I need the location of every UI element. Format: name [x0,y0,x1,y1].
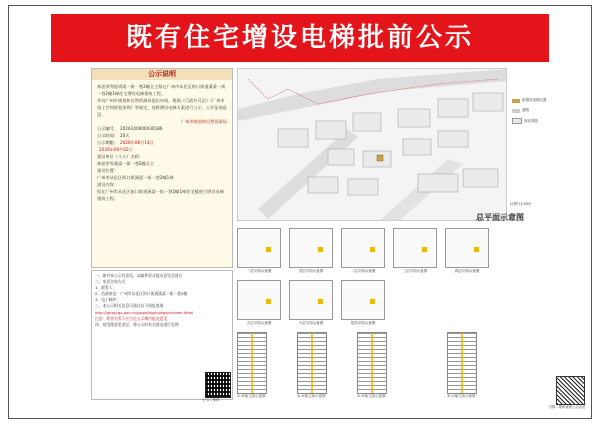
notice-field: 2026年09月02日 [99,147,133,152]
floor-plan: 首层平面示意图 [289,228,333,268]
opinion-line: 二、电话咨询方式 [95,279,126,285]
elevator-marker [318,299,323,304]
floor-plan: 四层平面示意图 [445,228,489,268]
opinion-line: 3、电子邮件： [95,297,121,303]
notice-field: 公示时间： 20天 [97,133,130,138]
opinion-line: 2、信函寄送：广州市从化区街口街道溪梁一街一巷2幢 [95,291,188,297]
proposed-elevator-marker [377,155,383,161]
notice-text-2: 并向广州市规划和自然资源局提出申请。根据《行政许可法》《广州市国土空间规划条例》等规定，现将增设电梯方案进行公示，公开征询意见。 [97,98,227,117]
notice-field: 公示编号： 2026140000030186 [97,126,163,131]
elevation-drawing [297,332,327,394]
elevator-marker [474,247,479,252]
floor-plan: 二层平面示意图 [341,228,385,268]
opinion-line: 注意：利害关系人应当在公示期内提交意见 [95,315,168,321]
floor-plan: 五层平面示意图 [237,280,281,320]
legend-item: 现状建筑 [512,118,538,124]
opinion-line: 四、按受理意见途径，将公示的有关情况进行处理 [95,321,179,327]
elevator-marker [266,299,271,304]
site-plan-title: 总平面示意图 [476,213,524,222]
elevation-caption: ⑥-①轴立面示意图 [447,394,476,398]
legend-swatch [512,99,520,103]
elevator-marker [318,247,323,252]
floor-plans [237,228,553,403]
notice-text: 林思荣等提请梁一街一巷2幢全主拟在广州市从化区街口街道溪梁一街一巷2幢1梯住宅增设电梯建筑工程。 [97,84,226,96]
floor-plan: 六层平面示意图 [289,280,333,320]
project-value: 广州市从化区街口街溪梁一街一巷2幢1梯 [97,175,174,180]
content-label: 建设内容： [97,182,118,187]
legend-swatch [512,109,520,113]
verify-qr-caption: 扫描二维码查看公示信息 [548,405,586,409]
qr-caption: 公示二维码 [202,398,220,402]
elevation-drawing [357,332,387,394]
map-legend [510,68,550,221]
qr-code-icon[interactable] [205,372,231,398]
project-label: 建设位置： [97,168,118,173]
site-plan-drawing [238,69,507,221]
floor-plan: 三层平面示意图 [393,228,437,268]
elevation-caption: ②-⑥轴立面示意图 [297,394,326,398]
opinion-line: 三、本公示相关信息可通过以下网址查询 [95,303,164,309]
notice-heading: 公示说明 [92,69,232,80]
notice-field: 公示期限： 2026年08月14日 [97,140,154,145]
opinion-body [92,271,232,330]
notice-org: 广州市规划和自然资源局 [180,119,227,124]
opinion-line: 一、如对本公示有意见，以邮件形式提出意见及建议 [95,273,183,278]
elevation-caption: ④-⑥轴立面示意图 [357,394,386,398]
legend-item: 道路 [512,108,529,113]
opinion-line: 1、联系人： [95,285,117,291]
verify-qr-icon[interactable] [556,376,585,405]
elevation-drawing [237,332,267,394]
elevation-caption: ①-⑥轴立面示意图 [237,394,266,398]
elevator-marker [370,299,375,304]
opinion-url-link[interactable]: http://ghzyj.gz.gov.cn/ywpd/hjgh/ghgsjx/index.jhtml [95,309,194,315]
legend-swatch [512,118,522,124]
site-plan-map [237,68,507,221]
elevator-marker [266,247,271,252]
applicant-value: 林思荣等溪梁一街一巷2幢全主 [97,161,155,166]
elevator-marker [370,247,375,252]
page-title: 既有住宅增设电梯批前公示 [51,14,549,62]
legend-item: 拟增设电梯位置 [512,98,547,103]
elevator-marker [422,247,427,252]
applicant-label: 建设单位（个人）名称： [97,154,144,159]
floor-plan: 一层平面示意图 [237,228,281,268]
notice-panel [91,68,233,268]
notice-body [92,80,232,205]
elevation-drawing [447,332,477,394]
map-scale: 比例尺1:500 [510,202,531,206]
floor-plan: 屋顶平面示意图 [341,280,385,320]
content-value: 拟在广州市从化区街口街道溪梁一街一巷2幢1梯住宅楼进行增设电梯建筑工程。 [97,189,224,201]
